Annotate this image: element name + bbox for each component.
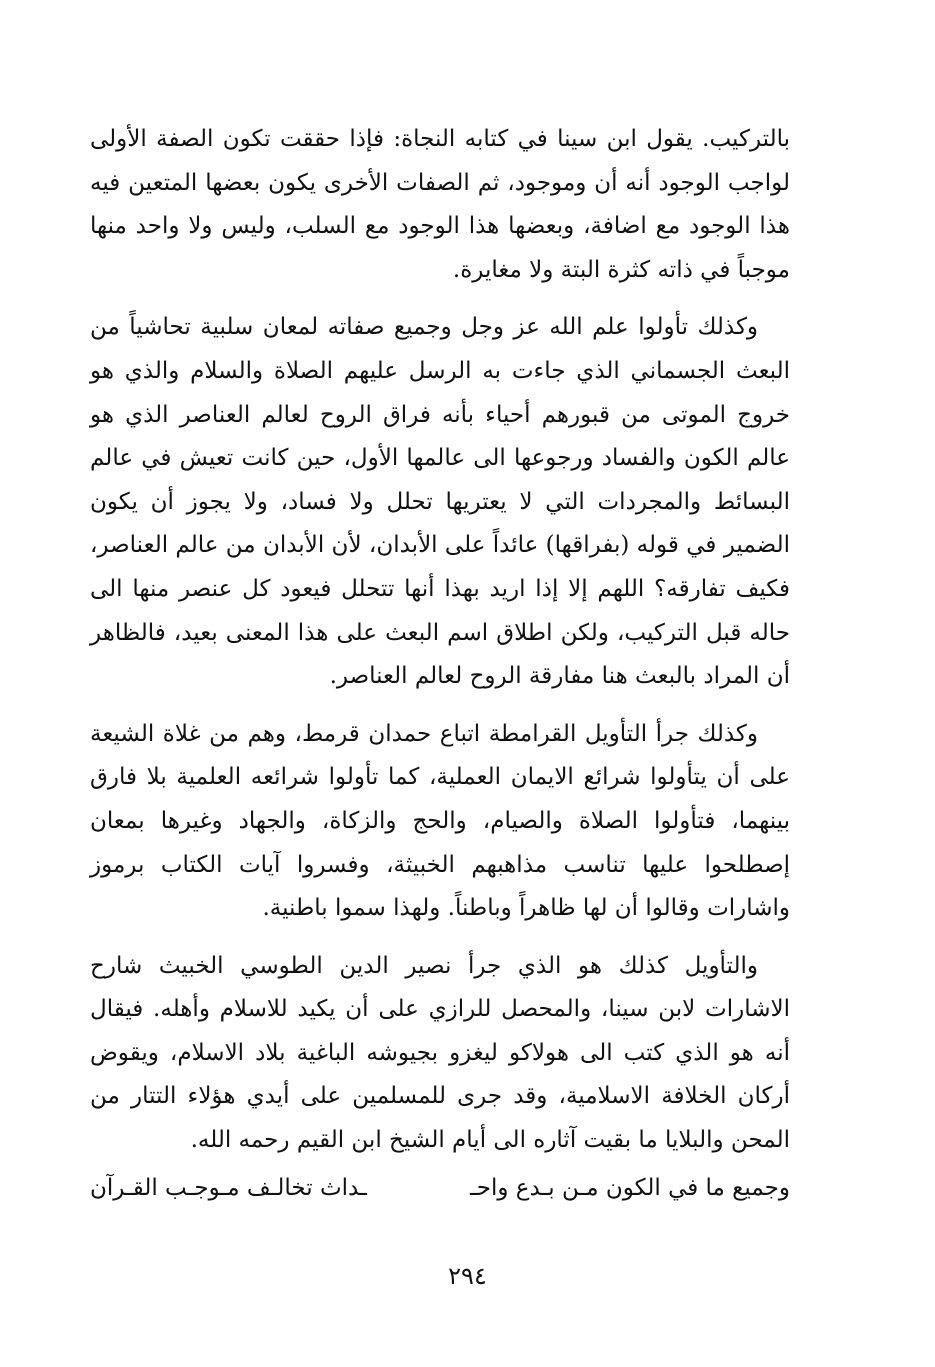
paragraph-1: بالتركيب. يقول ابن سينا في كتابه النجاة: فإذا حققت تكون الصفة الأولى لواجب الوجود أنه أن وموجود، ثم الصفات الأخرى يكون بعضها المتعين فيه هذا الوجود مع اضافة، وبعضها هذا الوجود مع السلب، وليس ولا واحد منها موجباً في ذاته كثرة البتة ولا مغايرة. xyxy=(90,126,790,283)
paragraph-4: والتأويل كذلك هو الذي جرأ نصير الدين الطوسي الخبيث شارح الاشارات لابن سينا، والمحصل للرازي على أن يكيد للاسلام وأهله. فيقال أنه هو الذي كتب الى هولاكو ليغزو بجيوشه الباغية بلاد الاسلام، ويقوض أركان الخلافة الاسلامية، وقد جرى للمسلمين على أيدي هؤلاء التتار من المحن والبلايا ما بقيت آثاره الى أيام الشيخ ابن القيم رحمه الله. xyxy=(90,952,790,1154)
page-number: ٢٩٤ xyxy=(448,1262,487,1290)
verse-first-hemistich: وجميع ما في الكون مـن بـدع واحـ xyxy=(470,1174,790,1201)
verse-second-hemistich: ـداث تخالـف مـوجـب القـرآن xyxy=(90,1174,367,1201)
body-text xyxy=(90,118,790,1210)
paragraph-3: وكذلك جرأ التأويل القرامطة اتباع حمدان قرمط، وهم من غلاة الشيعة على أن يتأولوا شرائع الايمان العملية، كما تأولوا شرائعه العلمية بلا فارق بينهما، فتأولوا الصلاة والصيام، والحج والزكاة، والجهاد وغيرها بمعان إصطلحوا عليها تناسب مذاهبهم الخبيثة، وفسروا آيات الكتاب برموز واشارات وقالوا أن لها ظاهراً وباطناً. ولهذا سموا باطنية. xyxy=(90,720,790,922)
poetry-verse xyxy=(90,1167,790,1211)
paragraph-2: وكذلك تأولوا علم الله عز وجل وجميع صفاته لمعان سلبية تحاشياً من البعث الجسماني الذي جاءت به الرسل عليهم الصلاة والسلام والذي هو خروج الموتى من قبورهم أحياء بأنه فراق الروح لعالم العناصر الذي هو عالم الكون والفساد ورجوعها الى عالمها الأول، حين كانت تعيش في عالم البسائط والمجردات التي لا يعتريها تحلل ولا فساد، ولا يجوز أن يكون الضمير في قوله (بفراقها) عائداً على الأبدان، لأن الأبدان من عالم العناصر، فكيف تفارقه؟ اللهم إلا إذا اريد بهذا أنها تتحلل فيعود كل عنصر منها الى حاله قبل التركيب، ولكن اطلاق اسم البعث على هذا المعنى بعيد، فالظاهر أن المراد بالبعث هنا مفارقة الروح لعالم العناصر. xyxy=(90,314,790,690)
